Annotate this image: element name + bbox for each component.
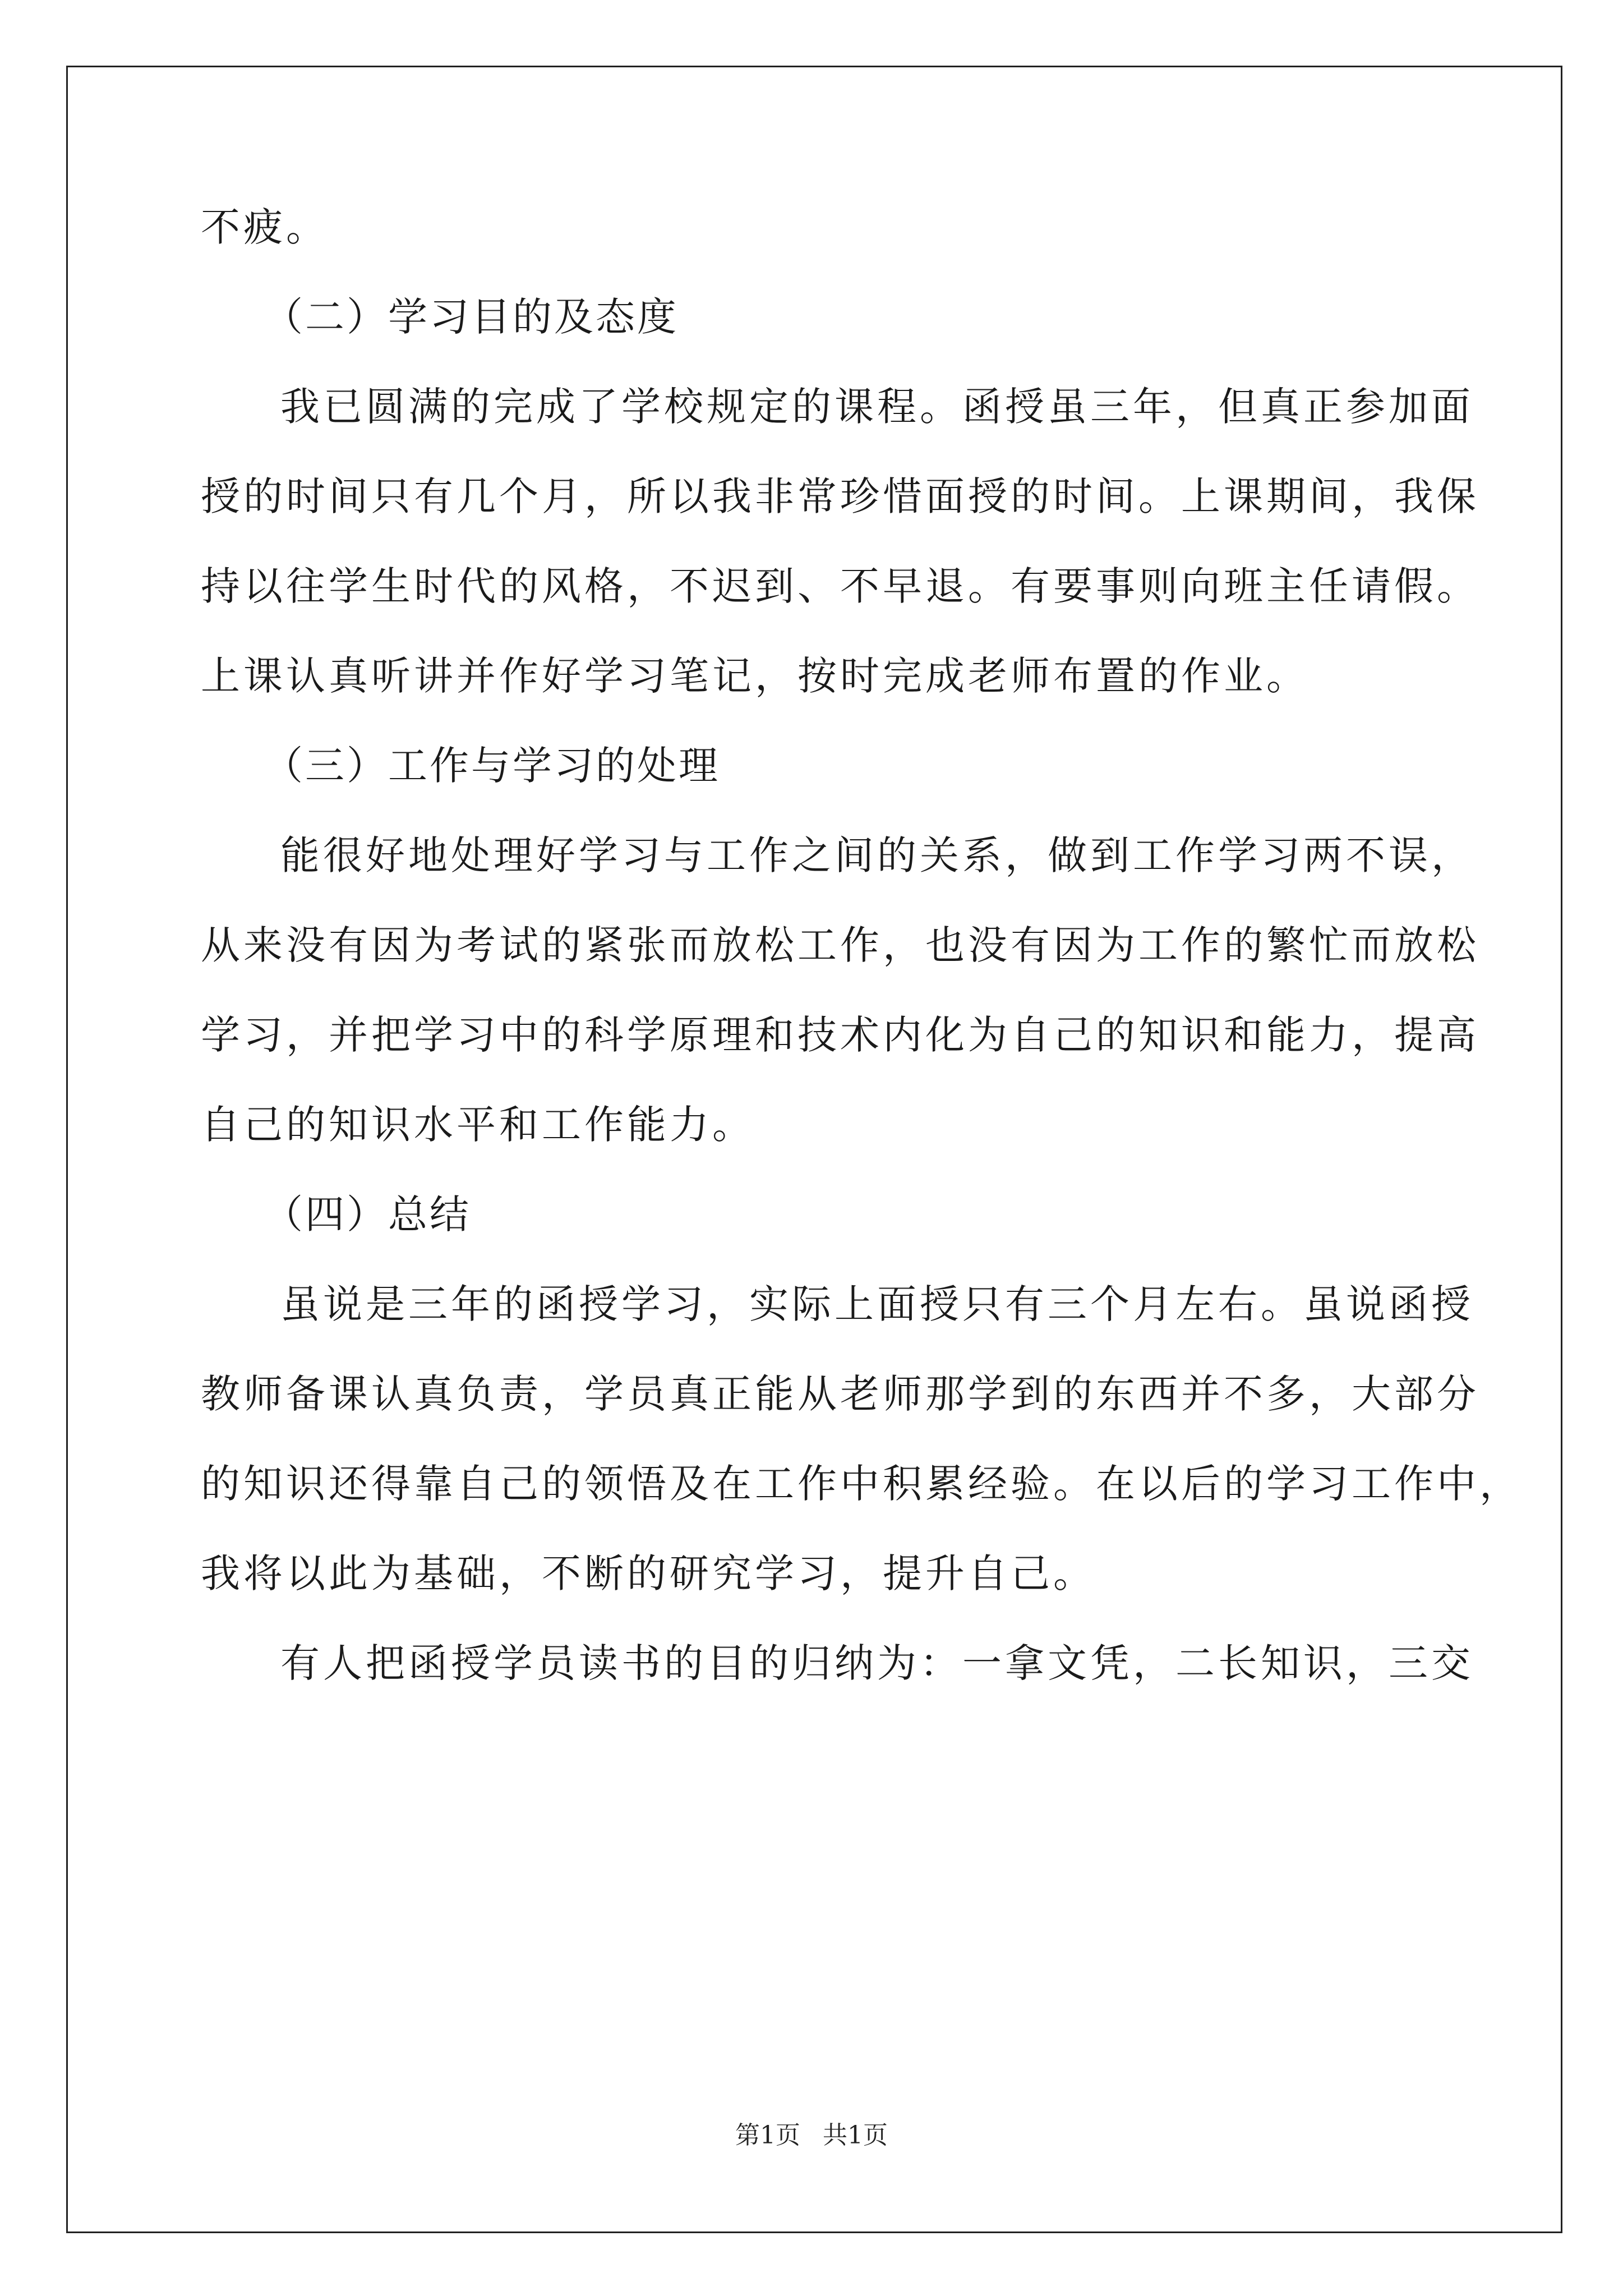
text-line: 授的时间只有几个月，所以我非常珍惜面授的时间。上课期间，我保 — [201, 473, 1479, 519]
text-line: 能很好地处理好学习与工作之间的关系，做到工作学习两不误， — [280, 832, 1474, 878]
text-line: 虽说是三年的函授学习，实际上面授只有三个月左右。虽说函授 — [280, 1281, 1474, 1327]
text-line: 教师备课认真负责，学员真正能从老师那学到的东西并不多，大部分 — [201, 1371, 1479, 1417]
text-line: 持以往学生时代的风格，不迟到、不早退。有要事则向班主任请假。 — [201, 563, 1479, 609]
text-line: 学习，并把学习中的科学原理和技术内化为自己的知识和能力，提高 — [201, 1012, 1479, 1058]
text-line: 自己的知识水平和工作能力。 — [201, 1102, 755, 1148]
section-heading: （四）总结 — [264, 1191, 471, 1237]
text-line: 有人把函授学员读书的目的归纳为：一拿文凭，二长知识，三交 — [280, 1640, 1474, 1686]
text-line: 的知识还得靠自己的领悟及在工作中积累经验。在以后的学习工作中， — [201, 1461, 1522, 1507]
text-line: 我已圆满的完成了学校规定的课程。函授虽三年，但真正参加面 — [280, 384, 1474, 430]
page-number-total: 共1页 — [823, 2121, 888, 2150]
section-heading: （二）学习目的及态度 — [264, 294, 679, 340]
page-footer — [0, 2119, 1623, 2152]
text-line: 不疲。 — [201, 204, 329, 250]
text-line: 上课认真听讲并作好学习笔记，按时完成老师布置的作业。 — [201, 653, 1309, 699]
text-line: 我将以此为基础，不断的研究学习，提升自己。 — [201, 1550, 1096, 1596]
page-number-current: 第1页 — [735, 2121, 800, 2150]
section-heading: （三）工作与学习的处理 — [264, 743, 720, 789]
text-line: 从来没有因为考试的紧张而放松工作，也没有因为工作的繁忙而放松 — [201, 922, 1479, 968]
